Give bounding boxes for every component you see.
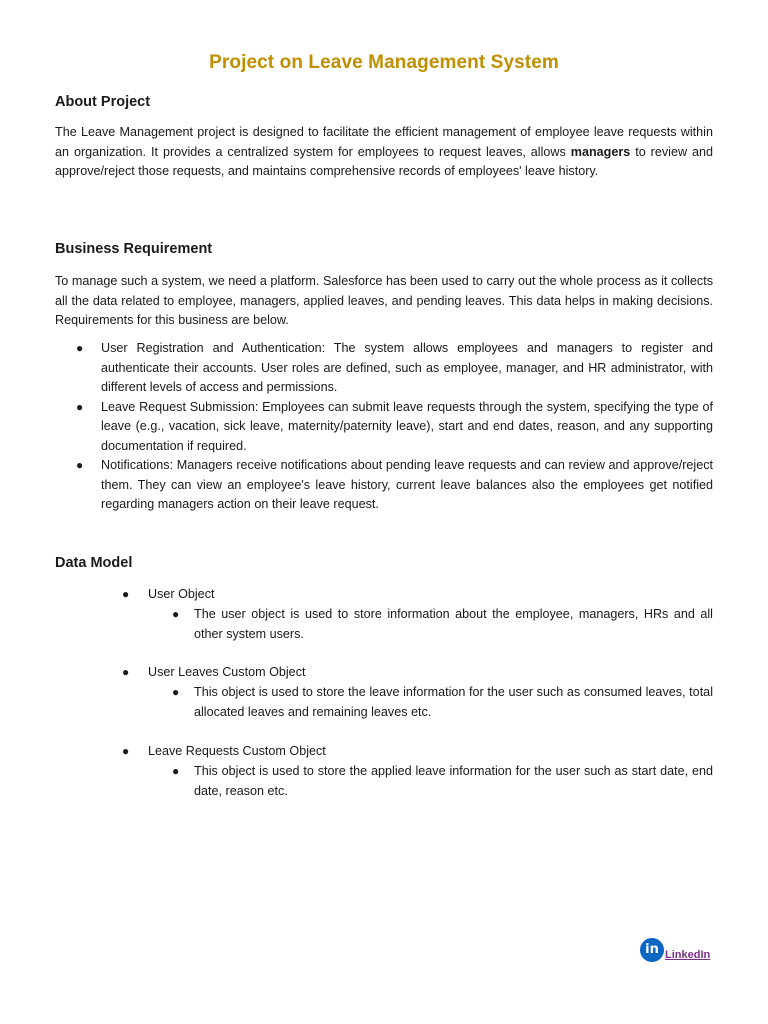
requirement-text: Notifications: Managers receive notifications about pending leave requests and can review and approve/reject them. They can view an employee's leave history, current leave balances also the employees get notified regarding managers action on their leave request. (101, 458, 713, 511)
bullet-icon: ● (122, 665, 130, 679)
bullet-icon: ● (76, 458, 84, 472)
linkedin-label[interactable]: LinkedIn (665, 949, 711, 961)
about-text-start: The Leave Management project is designed to facilitate the efficient management of employee leave requests within an organization. It provides a centralized system for employees to request leaves, allows (55, 125, 713, 159)
linkedin-icon[interactable]: in (640, 938, 664, 962)
page-title: Project on Leave Management System (209, 52, 559, 73)
linkedin-link[interactable] (640, 938, 710, 962)
bullet-icon: ● (172, 764, 180, 778)
requirement-text: Leave Request Submission: Employees can submit leave requests through the system, specifying the type of leave (e.g., vacation, sick leave, maternity/paternity leave), start and end dates, reason, and any supporting documentation if required. (101, 399, 713, 453)
requirement-item (55, 398, 713, 457)
data-model-object-desc: The user object is used to store information about the employee, managers, HRs and all other system users. (194, 607, 713, 641)
about-heading: About Project (55, 94, 151, 110)
business-intro: To manage such a system, we need a platform. Salesforce has been used to carry out the whole process as it collects all the data related to employee, managers, applied leaves, and pending leaves. This data helps in making decisions. Requirements for this business are below. (55, 274, 713, 327)
bullet-icon: ● (76, 399, 84, 414)
bullet-icon: ● (172, 607, 180, 621)
bullet-icon: ● (122, 744, 130, 758)
data-model-heading: Data Model (55, 555, 133, 571)
data-model-object-name: Leave Requests Custom Object (148, 744, 326, 758)
data-model-object-name: User Leaves Custom Object (148, 665, 306, 679)
requirement-text: User Registration and Authentication: The system allows employees and managers to register and authenticate their accounts. User roles are defined, such as employee, manager, and HR administrator, with different levels of access and permissions. (101, 341, 713, 394)
data-model-object-name: User Object (148, 587, 215, 601)
about-paragraph (55, 123, 713, 182)
requirements-list (55, 339, 713, 515)
about-text-bold: managers (570, 144, 631, 159)
bullet-icon: ● (76, 341, 84, 355)
business-heading: Business Requirement (55, 241, 213, 257)
data-model-object-desc: This object is used to store the applied leave information for the user such as start date, end date, reason etc. (194, 764, 713, 798)
requirement-item (55, 339, 713, 398)
data-model-object-desc: This object is used to store the leave information for the user such as consumed leaves, total allocated leaves and remaining leaves etc. (194, 685, 713, 719)
about-text-end: to review and approve/reject those requests, and maintains comprehensive records of employees' leave history. (55, 144, 713, 178)
bullet-icon: ● (172, 685, 180, 699)
requirement-item (55, 456, 713, 515)
bullet-icon: ● (122, 587, 130, 601)
